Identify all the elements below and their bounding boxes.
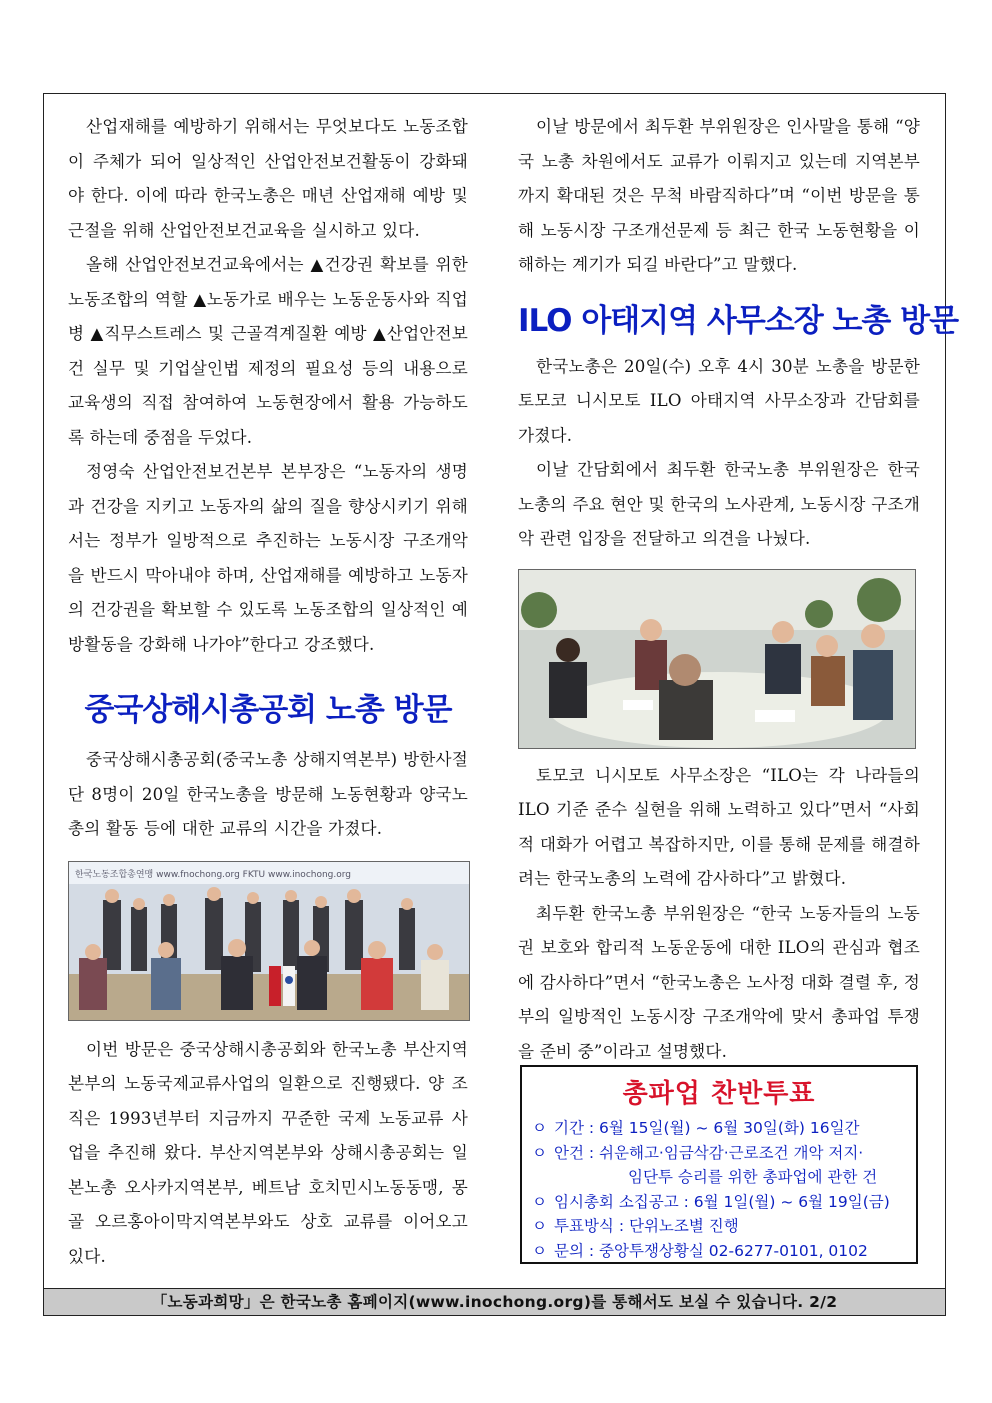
notice-item: [532, 1141, 906, 1166]
left-column: [68, 110, 468, 1274]
meeting-photo: [518, 569, 916, 749]
notice-title: 총파업 찬반투표: [622, 1079, 816, 1109]
notice-item: [532, 1239, 906, 1264]
bullet-icon: ㅇ: [532, 1217, 547, 1235]
strike-vote-notice: [520, 1065, 918, 1264]
headline-ilo-visit: ILO 아태지역 사무소장 노총 방문: [518, 302, 959, 339]
article-paragraph: 산업재해를 예방하기 위해서는 무엇보다도 노동조합이 주체가 되어 일상적인 산업안전보건활동이 강화돼야 한다. 이에 따라 한국노총은 매년 산업재해 예방 및 근절을 위해 산업안전보건교육을 실시하고 있다.: [68, 117, 468, 240]
article-paragraph: 토모코 니시모토 사무소장은 “ILO는 각 나라들의 ILO 기준 준수 실현을 위해 노력하고 있다”면서 “사회적 대화가 어렵고 복잡하지만, 이를 통해 문제를 해결하려는 한국노총의 노력에 감사하다”고 밝혔다.: [518, 765, 920, 888]
photo-banner-text: 한국노동조합총연맹 www.fnochong.org FKTU www.inochong.org: [75, 869, 352, 880]
article-paragraph: 정영숙 산업안전보건본부 본부장은 “노동자의 생명과 건강을 지키고 노동자의 삶의 질을 향상시키기 위해서는 정부가 일방적으로 추진하는 노동시장 구조개악을 반드시 막아내야 하며, 산업재해를 예방하고 노동자의 건강권을 확보할 수 있도록 노동조합의 일상적인 예방활동을 강화해 나가야”한다고 강조했다.: [68, 462, 468, 654]
article-paragraph: 이날 방문에서 최두환 부위원장은 인사말을 통해 “양국 노총 차원에서도 교류가 이뤄지고 있는데 지역본부까지 확대된 것은 무척 바람직하다”며 “이번 방문을 통해 노동시장 구조개선문제 등 최근 한국 노동현황을 이해하는 계기가 되길 바란다”고 말했다.: [518, 117, 920, 274]
right-column: [518, 110, 959, 1069]
notice-item-text: 문의 : 중앙투쟁상황실 02-6277-0101, 0102: [554, 1241, 868, 1260]
article-paragraph: 최두환 한국노총 부위원장은 “한국 노동자들의 노동권 보호와 합리적 노동운동에 대한 ILO의 관심과 협조에 감사하다”면서 “한국노총은 노사정 대화 결렬 후, 정부의 일방적인 노동시장 구조개악에 맞서 총파업 투쟁을 준비 중”이라고 설명했다.: [518, 903, 920, 1061]
notice-item-continued: 임단투 승리를 위한 총파업에 관한 건: [628, 1168, 878, 1186]
headline-china-visit: 중국상해시총공회 노총 방문: [84, 692, 452, 728]
article-paragraph: 이번 방문은 중국상해시총공회와 한국노총 부산지역본부의 노동국제교류사업의 일환으로 진행됐다. 양 조직은 1993년부터 지금까지 꾸준한 국제 노동교류 사업을 추진해 왔다. 부산지역본부와 상해시총공회는 일본노총 오사카지역본부, 베트남 호치민시노동동맹, 몽골 오르홍아이막지역본부와도 상호 교류를 이어오고 있다.: [68, 1039, 468, 1266]
notice-item-text: 투표방식 : 단위노조별 진행: [554, 1217, 739, 1235]
article-paragraph: 올해 산업안전보건교육에서는 ▲건강권 확보를 위한 노동조합의 역할 ▲노동가로 배우는 노동운동사와 직업병 ▲직무스트레스 및 근골격계질환 예방 ▲산업안전보건 실무 및 기업살인법 제정의 필요성 등의 내용으로 교육생의 직접 참여하여 노동현장에서 활용 가능하도록 하는데 중점을 두었다.: [68, 255, 468, 447]
bullet-icon: ㅇ: [532, 1241, 547, 1260]
article-paragraph: 중국상해시총공회(중국노총 상해지역본부) 방한사절단 8명이 20일 한국노총을 방문해 노동현황과 양국노총의 활동 등에 대한 교류의 시간을 가졌다.: [68, 750, 468, 838]
bullet-icon: ㅇ: [532, 1192, 547, 1211]
bullet-icon: ㅇ: [532, 1143, 547, 1162]
notice-item: [532, 1214, 906, 1239]
notice-item: [532, 1116, 906, 1141]
notice-item-text: 임시총회 소집공고 : 6월 1일(월) ~ 6월 19일(금): [554, 1192, 890, 1211]
group-photo: [68, 861, 470, 1021]
bullet-icon: ㅇ: [532, 1119, 547, 1137]
notice-item-text: 안건 : 쉬운해고·임금삭감·근로조건 개악 저지·: [554, 1143, 864, 1162]
article-paragraph: 이날 간담회에서 최두환 한국노총 부위원장은 한국노총의 주요 현안 및 한국의 노사관계, 노동시장 구조개악 관련 입장을 전달하고 의견을 나눴다.: [518, 460, 920, 548]
notice-item-text: 기간 : 6월 15일(월) ~ 6월 30일(화) 16일간: [554, 1119, 860, 1137]
article-paragraph: 한국노총은 20일(수) 오후 4시 30분 노총을 방문한 토모코 니시모토 ILO 아태지역 사무소장과 간담회를 가졌다.: [518, 356, 920, 445]
page-footer: 「노동과희망」은 한국노총 홈페이지(www.inochong.org)를 통해서도 보실 수 있습니다. 2/2: [43, 1288, 946, 1316]
notice-item: [532, 1190, 906, 1215]
